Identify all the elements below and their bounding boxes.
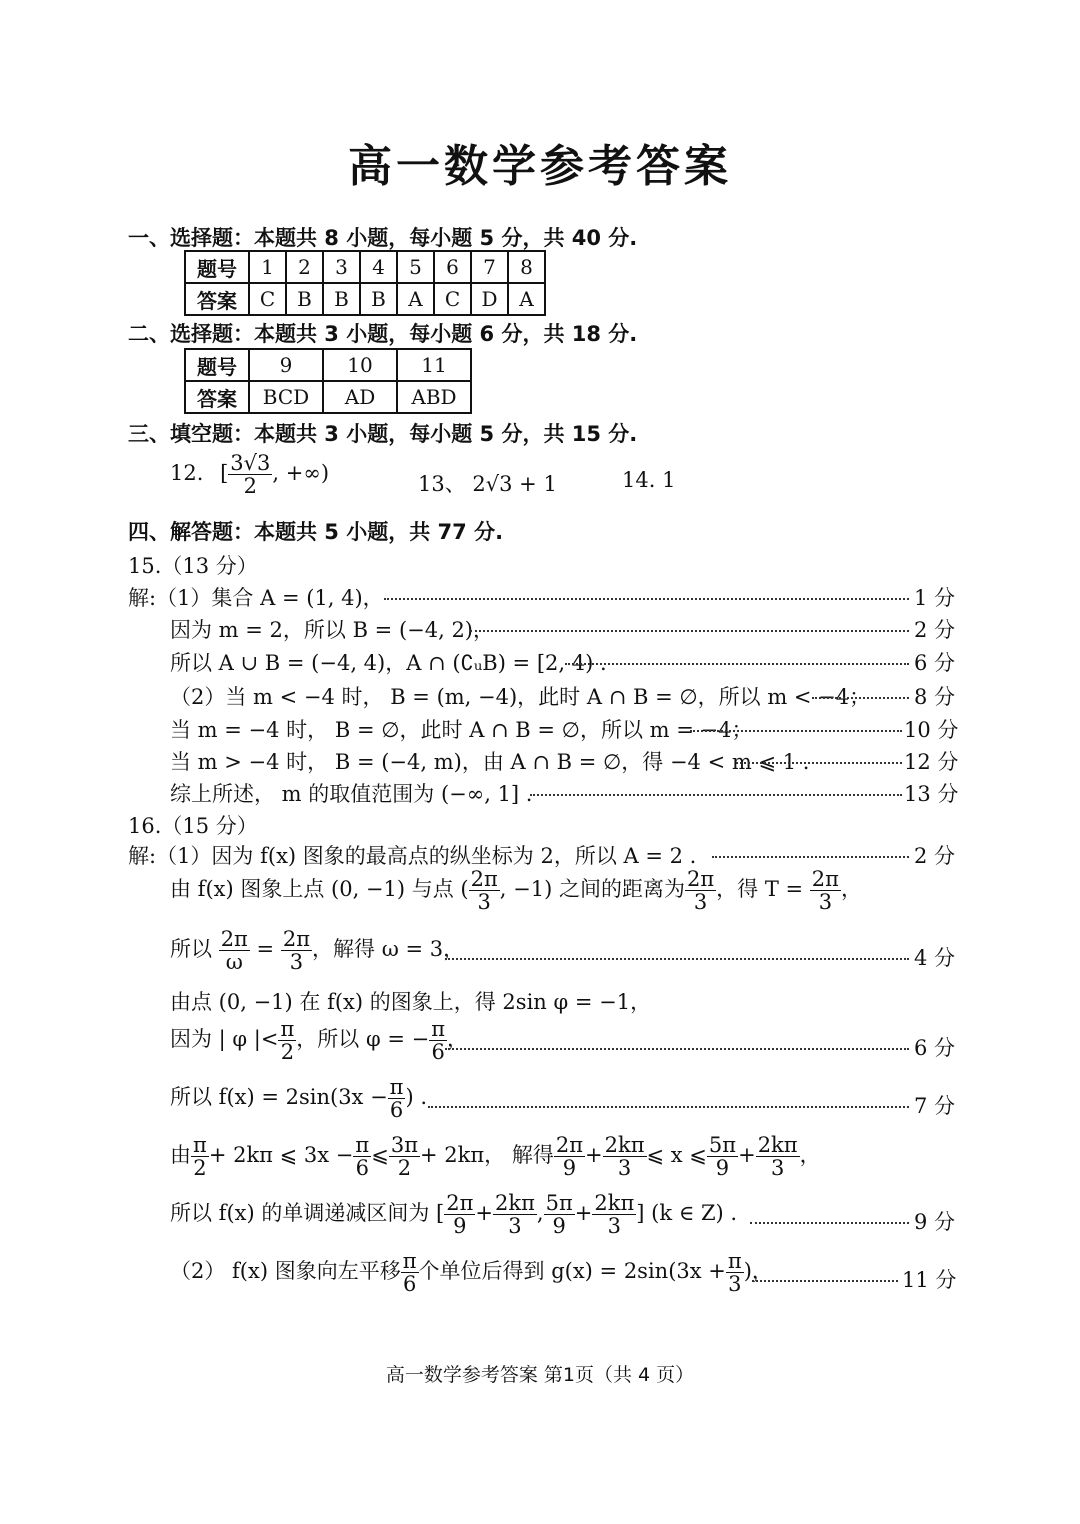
- fraction: [756, 1134, 800, 1179]
- fraction: [544, 1192, 575, 1237]
- leader-dots: [445, 1048, 909, 1050]
- table-cell: 4: [360, 251, 397, 283]
- text: ⩽: [371, 1143, 389, 1168]
- text: 由: [170, 1143, 191, 1168]
- fraction: [493, 1192, 537, 1237]
- fraction-denominator: 3: [617, 1156, 632, 1181]
- fraction-denominator: 3: [770, 1156, 785, 1181]
- fraction-denominator: 9: [453, 1214, 467, 1239]
- q15-line: 因为 m = 2，所以 B = (−4, 2)，: [170, 618, 495, 642]
- leader-dots: [752, 1280, 898, 1282]
- section4-heading: 四、解答题：本题共 5 小题，共 77 分.: [128, 520, 504, 544]
- q16-label: 16.（15 分）: [128, 814, 258, 838]
- leader-dots: [736, 762, 902, 764]
- text: +: [574, 1201, 593, 1226]
- leader-dots: [712, 856, 909, 858]
- page-footer: 高一数学参考答案 第1页（共 4 页）: [385, 1364, 695, 1386]
- fraction: [707, 1134, 738, 1179]
- text: 所以 f(x) = 2sin(3x −: [170, 1085, 388, 1110]
- table-cell: BCD: [249, 381, 323, 413]
- fraction-denominator: 6: [355, 1156, 369, 1181]
- fraction: [685, 868, 716, 913]
- q16-line: [170, 928, 464, 973]
- fraction: [401, 1250, 419, 1295]
- leader-dots: [565, 663, 909, 665]
- score: 8 分: [914, 685, 956, 709]
- section3-heading: 三、填空题：本题共 3 小题，每小题 5 分，共 15 分.: [128, 422, 638, 446]
- table-cell: A: [508, 283, 545, 315]
- text: ,: [536, 1201, 544, 1226]
- fraction-denominator: 3: [728, 1272, 742, 1297]
- fraction: [603, 1134, 647, 1179]
- fraction-denominator: 6: [431, 1040, 445, 1065]
- text: ) .: [405, 1085, 428, 1110]
- q15-line: 当 m = −4 时， B = ∅，此时 A ∩ B = ∅，所以 m = −4；: [170, 718, 753, 742]
- fraction-denominator: 3: [289, 950, 304, 975]
- fraction: [554, 1134, 585, 1179]
- q15-line: 综上所述， m 的取值范围为 (−∞, 1] .: [170, 782, 533, 806]
- score: 10 分: [904, 718, 959, 742]
- q13-answer: 13、 2√3 + 1: [418, 472, 557, 496]
- table-cell: C: [249, 283, 286, 315]
- fraction-denominator: 9: [562, 1156, 577, 1181]
- fraction-denominator: 2: [280, 1040, 295, 1065]
- q12-label: 12.: [170, 461, 204, 486]
- table-cell: C: [434, 283, 471, 315]
- q16-line: 由点 (0, −1) 在 f(x) 的图象上，得 2sin φ = −1，: [170, 990, 652, 1014]
- q15-line: 所以 A ∪ B = (−4, 4)，A ∩ (∁ᵤB) = [2, 4) .: [170, 651, 607, 675]
- fraction: [389, 1134, 420, 1179]
- fraction: [191, 1134, 209, 1179]
- table-cell: 6: [434, 251, 471, 283]
- q12-answer: [170, 452, 329, 497]
- score: 6 分: [914, 651, 956, 675]
- fraction: [469, 868, 500, 913]
- leader-dots: [470, 630, 909, 632]
- q16-line: [170, 1192, 737, 1237]
- table-cell: AD: [323, 381, 397, 413]
- q16-line: [170, 1250, 773, 1295]
- text: =: [256, 937, 275, 962]
- fraction-denominator: 9: [715, 1156, 730, 1181]
- score: 12 分: [904, 750, 959, 774]
- section1-heading: 一、选择题：本题共 8 小题，每小题 5 分，共 40 分.: [128, 226, 638, 250]
- score: 11 分: [902, 1268, 957, 1292]
- q15-label: 15.（13 分）: [128, 554, 258, 578]
- table-cell: 10: [323, 349, 397, 381]
- fraction-numerator: 2π: [446, 1191, 474, 1215]
- score: 2 分: [914, 618, 956, 642]
- fraction-denominator: 2: [397, 1156, 412, 1181]
- fraction-numerator: 2π: [811, 867, 839, 891]
- table-cell: 3: [323, 251, 360, 283]
- table-cell: B: [323, 283, 360, 315]
- fraction-denominator: 2: [243, 474, 258, 499]
- fraction: [429, 1018, 447, 1063]
- q16-line: [170, 1076, 427, 1121]
- text: 所以: [170, 937, 212, 962]
- text: +: [475, 1201, 494, 1226]
- fraction-numerator: π: [193, 1133, 207, 1157]
- text: +: [738, 1143, 756, 1168]
- fraction-numerator: π: [355, 1133, 370, 1157]
- fraction-numerator: π: [727, 1249, 742, 1273]
- fraction-numerator: π: [431, 1017, 446, 1041]
- leader-dots: [384, 598, 909, 600]
- text: ，: [840, 877, 862, 902]
- row-header: 答案: [185, 381, 249, 413]
- fraction-denominator: 2: [193, 1156, 207, 1181]
- score: 1 分: [914, 586, 956, 610]
- fraction-numerator: 2kπ: [495, 1191, 535, 1215]
- fraction: [353, 1134, 371, 1179]
- leader-dots: [428, 1106, 909, 1108]
- text: ，: [799, 1143, 821, 1168]
- fraction-numerator: 2π: [282, 927, 311, 951]
- fraction-denominator: ω: [225, 950, 243, 975]
- table-cell: 2: [286, 251, 323, 283]
- text: ⩽ x ⩽: [646, 1143, 707, 1168]
- score: 13 分: [904, 782, 959, 806]
- fraction-numerator: 3π: [390, 1133, 418, 1157]
- section2-heading: 二、选择题：本题共 3 小题，每小题 6 分，共 18 分.: [128, 322, 638, 346]
- q12-tail: , +∞): [272, 461, 330, 486]
- text: + 2kπ ⩽ 3x −: [208, 1143, 354, 1168]
- text: +: [585, 1143, 603, 1168]
- fraction-numerator: π: [389, 1075, 404, 1099]
- fraction: [810, 868, 841, 913]
- score: 9 分: [914, 1210, 956, 1234]
- q16-line: [170, 868, 862, 913]
- page-title: 高一数学参考答案: [348, 141, 732, 192]
- q16-line: [170, 1134, 821, 1179]
- leader-dots: [750, 1222, 909, 1224]
- row-header: 题号: [185, 251, 249, 283]
- table-cell: B: [360, 283, 397, 315]
- fraction-numerator: 2π: [555, 1133, 584, 1157]
- q12-open: [: [220, 461, 229, 486]
- fraction: [592, 1192, 636, 1237]
- answer-table-1: [184, 250, 546, 316]
- fraction-numerator: π: [280, 1017, 295, 1041]
- q15-line: （2）当 m < −4 时， B = (m, −4)，此时 A ∩ B = ∅，所以 m < −4；: [170, 685, 871, 709]
- text: ，所以 φ = −: [296, 1027, 430, 1052]
- table-row: [185, 283, 545, 315]
- fraction: [278, 1018, 296, 1063]
- text: 由 f(x) 图象上点 (0, −1) 与点 (: [170, 877, 469, 902]
- fraction-numerator: 2π: [686, 867, 715, 891]
- fraction-numerator: 2π: [220, 927, 248, 951]
- leader-dots: [530, 794, 902, 796]
- fraction: [388, 1076, 406, 1121]
- table-cell: A: [397, 283, 434, 315]
- fraction-numerator: π: [402, 1249, 417, 1273]
- table-row: [185, 381, 471, 413]
- text: （2） f(x) 图象向左平移: [170, 1259, 401, 1284]
- q16-line: [170, 1018, 468, 1063]
- table-cell: 7: [471, 251, 508, 283]
- score: 2 分: [914, 844, 956, 868]
- fraction-denominator: 3: [508, 1214, 522, 1239]
- table-cell: B: [286, 283, 323, 315]
- leader-dots: [690, 730, 902, 732]
- text: ，得 T =: [716, 877, 804, 902]
- table-cell: ABD: [397, 381, 471, 413]
- fraction: [219, 928, 250, 973]
- text: 个单位后得到 g(x) = 2sin(3x +: [418, 1259, 726, 1284]
- row-header: 题号: [185, 349, 249, 381]
- text: ，解得 ω = 3，: [312, 937, 465, 962]
- table-cell: 5: [397, 251, 434, 283]
- score: 7 分: [914, 1094, 956, 1118]
- fraction-numerator: 2kπ: [594, 1191, 635, 1215]
- q16-line: 解:（1）因为 f(x) 图象的最高点的纵坐标为 2，所以 A = 2 .: [128, 844, 697, 868]
- table-row: [185, 349, 471, 381]
- text: + 2kπ， 解得: [420, 1143, 554, 1168]
- table-cell: 11: [397, 349, 471, 381]
- fraction-numerator: 3√3: [230, 451, 271, 475]
- fraction-numerator: 2kπ: [757, 1133, 798, 1157]
- fraction-denominator: 6: [402, 1272, 417, 1297]
- text: )，: [743, 1259, 773, 1284]
- table-row: [185, 251, 545, 283]
- fraction-denominator: 3: [607, 1214, 621, 1239]
- table-cell: 1: [249, 251, 286, 283]
- score: 4 分: [914, 946, 956, 970]
- fraction-numerator: 2kπ: [604, 1133, 645, 1157]
- fraction-denominator: 3: [818, 890, 833, 915]
- text: ，: [447, 1027, 469, 1052]
- leader-dots: [812, 697, 909, 699]
- fraction-denominator: 3: [693, 890, 708, 915]
- text: 所以 f(x) 的单调递减区间为 [: [170, 1201, 445, 1226]
- fraction-denominator: 6: [389, 1098, 404, 1123]
- leader-dots: [445, 958, 909, 960]
- table-cell: 9: [249, 349, 323, 381]
- q15-line: 解:（1）集合 A = (1, 4)，: [128, 586, 384, 610]
- answer-table-2: [184, 348, 472, 414]
- fraction: [444, 1192, 475, 1237]
- text: ] (k ∈ Z) .: [636, 1201, 738, 1226]
- q15-line: 当 m > −4 时， B = (−4, m)，由 A ∩ B = ∅，得 −4 < m ⩽ 1 .: [170, 750, 810, 774]
- row-header: 答案: [185, 283, 249, 315]
- table-cell: D: [471, 283, 508, 315]
- fraction-denominator: 3: [477, 890, 491, 915]
- fraction-numerator: 5π: [708, 1133, 737, 1157]
- q12-fraction: [228, 452, 272, 497]
- text: 因为 | φ |<: [170, 1027, 279, 1052]
- score: 6 分: [914, 1036, 956, 1060]
- fraction: [726, 1250, 744, 1295]
- fraction-denominator: 9: [552, 1214, 566, 1239]
- text: , −1) 之间的距离为: [499, 877, 685, 902]
- fraction: [281, 928, 312, 973]
- q14-answer: 14. 1: [622, 468, 676, 492]
- table-cell: 8: [508, 251, 545, 283]
- fraction-numerator: 2π: [470, 867, 498, 891]
- fraction-numerator: 5π: [545, 1191, 573, 1215]
